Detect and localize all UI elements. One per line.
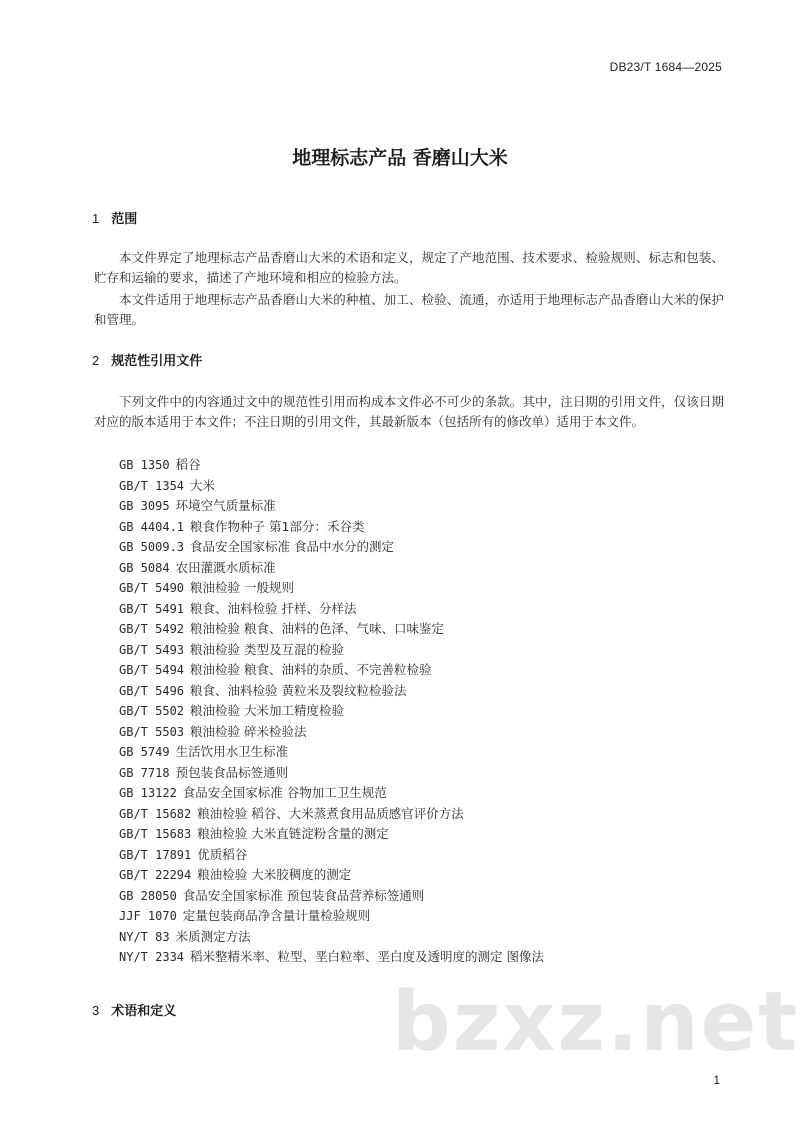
reference-code: GB/T 5490: [119, 581, 185, 595]
reference-title: 大米: [190, 477, 216, 493]
reference-code: JJF 1070: [119, 909, 177, 923]
list-item: [119, 763, 544, 784]
section-number: 1: [92, 211, 100, 226]
list-item: [119, 537, 544, 558]
reference-code: GB/T 1354: [119, 478, 185, 493]
reference-title: 粮食、油料检验 扦样、分样法: [190, 600, 357, 616]
reference-title: 稻谷: [175, 457, 201, 472]
list-item: [119, 476, 544, 497]
list-item: [119, 701, 544, 722]
list-item: [119, 599, 544, 620]
list-item: [119, 927, 544, 948]
reference-code: GB 5749: [119, 745, 170, 759]
reference-code: GB/T 5493: [119, 642, 185, 657]
reference-code: GB/T 5503: [119, 724, 185, 739]
reference-code: GB/T 15682: [119, 806, 192, 821]
section-number: 3: [92, 1003, 100, 1018]
reference-code: GB/T 5494: [119, 663, 185, 677]
reference-title: 食品安全国家标准 食品中水分的测定: [190, 539, 395, 554]
list-item: [119, 783, 544, 804]
list-item: [119, 455, 544, 476]
list-item: [119, 640, 544, 661]
reference-code: GB 5009.3: [119, 540, 185, 554]
reference-code: GB 13122: [119, 786, 177, 800]
reference-title: 粮油检验 大米加工精度检验: [190, 703, 345, 718]
reference-title: 食品安全国家标准 谷物加工卫生规范: [182, 785, 387, 800]
reference-code: GB 3095: [119, 499, 170, 513]
reference-code: GB 5084: [119, 560, 170, 575]
reference-title: 粮油检验 类型及互混的检验: [190, 641, 345, 657]
reference-title: 食品安全国家标准 预包装食品营养标签通则: [182, 887, 425, 903]
section-heading-scope: [92, 208, 137, 227]
document-title: 地理标志产品 香磨山大米: [292, 147, 508, 169]
reference-title: 生活饮用水卫生标准: [175, 744, 289, 759]
reference-code: GB 28050: [119, 888, 177, 903]
list-item: [119, 558, 544, 579]
scope-paragraph-1: 本文件界定了地理标志产品香磨山大米的术语和定义，规定了产地范围、技术要求、检验规则、标志和包装、贮存和运输的要求，描述了产地环境和相应的检验方法。: [94, 250, 724, 285]
reference-code: GB/T 15683: [119, 827, 192, 841]
reference-code: GB/T 5496: [119, 683, 185, 698]
list-item: [119, 722, 544, 743]
scope-paragraph-2: 本文件适用于地理标志产品香磨山大米的种植、加工、检验、流通，亦适用于地理标志产品香磨山大米的保护和管理。: [94, 292, 724, 327]
reference-code: GB/T 5491: [119, 601, 185, 616]
list-item: [119, 619, 544, 640]
reference-title: 农田灌溉水质标准: [175, 559, 276, 575]
list-item: [119, 496, 544, 517]
reference-title: 定量包装商品净含量计量检验规则: [182, 908, 371, 923]
reference-title: 粮油检验 粮食、油料的色泽、气味、口味鉴定: [190, 621, 445, 636]
reference-title: 米质测定方法: [175, 928, 251, 944]
reference-title: 粮食、油料检验 黄粒米及裂纹粒检验法: [190, 682, 407, 698]
list-item: [119, 886, 544, 907]
reference-code: GB 1350: [119, 458, 170, 472]
section-title: 术语和定义: [111, 1004, 177, 1019]
reference-title: 粮油检验 大米直链淀粉含量的测定: [197, 826, 389, 841]
reference-title: 稻米整精米率、粒型、垩白粒率、垩白度及透明度的测定 图像法: [190, 949, 545, 964]
list-item: [119, 517, 544, 538]
reference-title: 环境空气质量标准: [175, 498, 276, 513]
reference-list: [119, 455, 544, 968]
reference-code: GB/T 17891: [119, 847, 192, 862]
reference-code: NY/T 2334: [119, 950, 185, 964]
reference-title: 粮油检验 稻谷、大米蒸煮食用品质感官评价方法: [197, 805, 464, 821]
reference-title: 粮油检验 一般规则: [190, 580, 295, 595]
list-item: [119, 804, 544, 825]
section-title: 范围: [111, 212, 138, 227]
standard-code: DB23/T 1684—2025: [609, 60, 722, 74]
reference-code: GB 7718: [119, 765, 170, 780]
list-item: [119, 947, 544, 968]
watermark: bzxz.net: [392, 975, 800, 1070]
section-heading-terms: [92, 1000, 176, 1019]
references-intro: 下列文件中的内容通过文中的规范性引用而构成本文件必不可少的条款。其中，注日期的引用文件，仅该日期对应的版本适用于本文件；不注日期的引用文件，其最新版本（包括所有的修改单）适用于本文件。: [94, 394, 724, 429]
reference-title: 预包装食品标签通则: [175, 764, 289, 780]
list-item: [119, 865, 544, 886]
list-item: [119, 845, 544, 866]
reference-code: GB/T 22294: [119, 868, 192, 882]
page-number: 1: [713, 1073, 720, 1087]
reference-code: GB/T 5502: [119, 704, 185, 718]
reference-code: GB 4404.1: [119, 519, 185, 534]
section-number: 2: [92, 353, 100, 368]
reference-title: 粮油检验 大米胶稠度的测定: [197, 867, 352, 882]
list-item: [119, 742, 544, 763]
list-item: [119, 681, 544, 702]
reference-title: 优质稻谷: [197, 846, 248, 862]
list-item: [119, 906, 544, 927]
reference-code: GB/T 5492: [119, 622, 185, 636]
list-item: [119, 660, 544, 681]
reference-title: 粮油检验 碎米检验法: [190, 723, 307, 739]
list-item: [119, 578, 544, 599]
section-title: 规范性引用文件: [111, 354, 203, 369]
list-item: [119, 824, 544, 845]
reference-title: 粮食作物种子 第1部分：禾谷类: [190, 518, 365, 534]
section-heading-references: [92, 350, 202, 369]
reference-title: 粮油检验 粮食、油料的杂质、不完善粒检验: [190, 662, 432, 677]
reference-code: NY/T 83: [119, 929, 170, 944]
